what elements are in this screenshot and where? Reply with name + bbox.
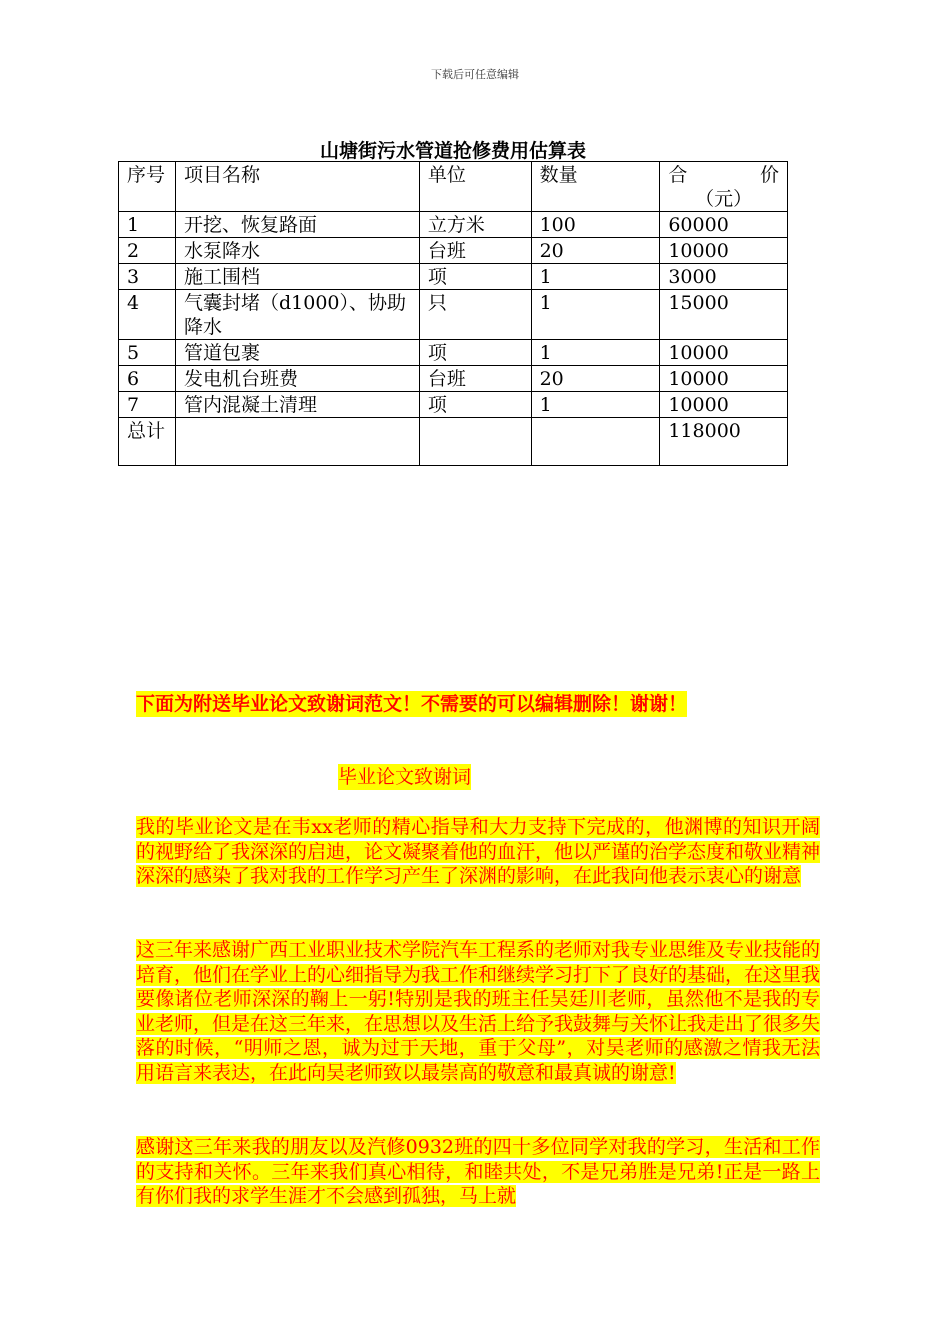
header-name: 项目名称 — [175, 162, 419, 212]
cell-price: 15000 — [660, 290, 788, 340]
cell-unit: 台班 — [419, 366, 531, 392]
header-price-right: 价 — [759, 164, 779, 186]
cell-no: 1 — [119, 212, 176, 238]
cell-qty: 20 — [531, 238, 660, 264]
cell-no: 7 — [119, 392, 176, 418]
cell-no: 3 — [119, 264, 176, 290]
cell-price: 10000 — [660, 340, 788, 366]
total-empty-name — [175, 418, 419, 466]
cell-no: 4 — [119, 290, 176, 340]
total-price: 118000 — [660, 418, 788, 466]
cell-qty: 100 — [531, 212, 660, 238]
paragraph-text: 感谢这三年来我的朋友以及汽修0932班的四十多位同学对我的学习，生活和工作的支持和关怀。三年来我们真心相待，和睦共处，不是兄弟胜是兄弟!正是一路上有你们我的求学生涯才不会感到孤独，马上就 — [136, 1136, 820, 1208]
total-label: 总计 — [119, 418, 176, 466]
header-price-unit: （元） — [695, 188, 753, 210]
cell-name: 施工围档 — [175, 264, 419, 290]
cell-unit: 项 — [419, 340, 531, 366]
header-no: 序号 — [119, 162, 176, 212]
acknowledgement-title: 毕业论文致谢词 — [338, 766, 472, 788]
table-row — [119, 340, 788, 366]
acknowledgement-paragraph — [136, 938, 820, 1086]
cell-name: 水泵降水 — [175, 238, 419, 264]
header-unit: 单位 — [419, 162, 531, 212]
cell-unit: 台班 — [419, 238, 531, 264]
table-row — [119, 238, 788, 264]
appendix-notice: 下面为附送毕业论文致谢词范文！不需要的可以编辑删除！谢谢！ — [136, 693, 688, 715]
cell-name: 管内混凝土清理 — [175, 392, 419, 418]
cell-no: 2 — [119, 238, 176, 264]
table-total-row — [119, 418, 788, 466]
document-title: 山塘街污水管道抢修费用估算表 — [319, 140, 586, 162]
cell-name: 气囊封堵（d1000）、协助降水 — [175, 290, 419, 340]
cell-price: 60000 — [660, 212, 788, 238]
cell-name: 管道包裹 — [175, 340, 419, 366]
header-price — [660, 162, 788, 212]
acknowledgement-paragraph — [136, 815, 820, 889]
cell-unit: 只 — [419, 290, 531, 340]
cell-price: 3000 — [660, 264, 788, 290]
table-row — [119, 392, 788, 418]
cell-qty: 1 — [531, 392, 660, 418]
cell-qty: 1 — [531, 290, 660, 340]
header-qty: 数量 — [531, 162, 660, 212]
table-row — [119, 366, 788, 392]
header-price-left: 合 — [668, 164, 688, 186]
cell-unit: 立方米 — [419, 212, 531, 238]
cell-name: 开挖、恢复路面 — [175, 212, 419, 238]
page-header-note: 下载后可任意编辑 — [431, 68, 519, 81]
cost-estimate-table — [118, 161, 788, 466]
table-row — [119, 264, 788, 290]
cell-qty: 20 — [531, 366, 660, 392]
cell-name: 发电机台班费 — [175, 366, 419, 392]
acknowledgement-paragraph — [136, 1135, 820, 1209]
total-empty-qty — [531, 418, 660, 466]
cell-price: 10000 — [660, 392, 788, 418]
cell-qty: 1 — [531, 340, 660, 366]
paragraph-text: 我的毕业论文是在韦xx老师的精心指导和大力支持下完成的，他渊博的知识开阔的视野给了我深深的启迪，论文凝聚着他的血汗，他以严谨的治学态度和敬业精神深深的感染了我对我的工作学习产生了深渊的影响，在此我向他表示衷心的谢意 — [136, 816, 821, 888]
cell-no: 5 — [119, 340, 176, 366]
cell-price: 10000 — [660, 366, 788, 392]
cell-unit: 项 — [419, 264, 531, 290]
table-header-row — [119, 162, 788, 212]
paragraph-text: 这三年来感谢广西工业职业技术学院汽车工程系的老师对我专业思维及专业技能的培育，他们在学业上的心细指导为我工作和继续学习打下了良好的基础，在这里我要像诸位老师深深的鞠上一躬!特别是我的班主任吴廷川老师，虽然他不是我的专业老师，但是在这三年来，在思想以及生活上给予我鼓舞与关怀让我走出了很多失落的时候，“明师之恩，诚为过于天地，重于父母”，对吴老师的感激之情我无法用语言来表达，在此向吴老师致以最崇高的敬意和最真诚的谢意! — [136, 939, 821, 1084]
cell-no: 6 — [119, 366, 176, 392]
table-row — [119, 212, 788, 238]
cell-qty: 1 — [531, 264, 660, 290]
cell-price: 10000 — [660, 238, 788, 264]
cell-unit: 项 — [419, 392, 531, 418]
table-row — [119, 290, 788, 340]
total-empty-unit — [419, 418, 531, 466]
